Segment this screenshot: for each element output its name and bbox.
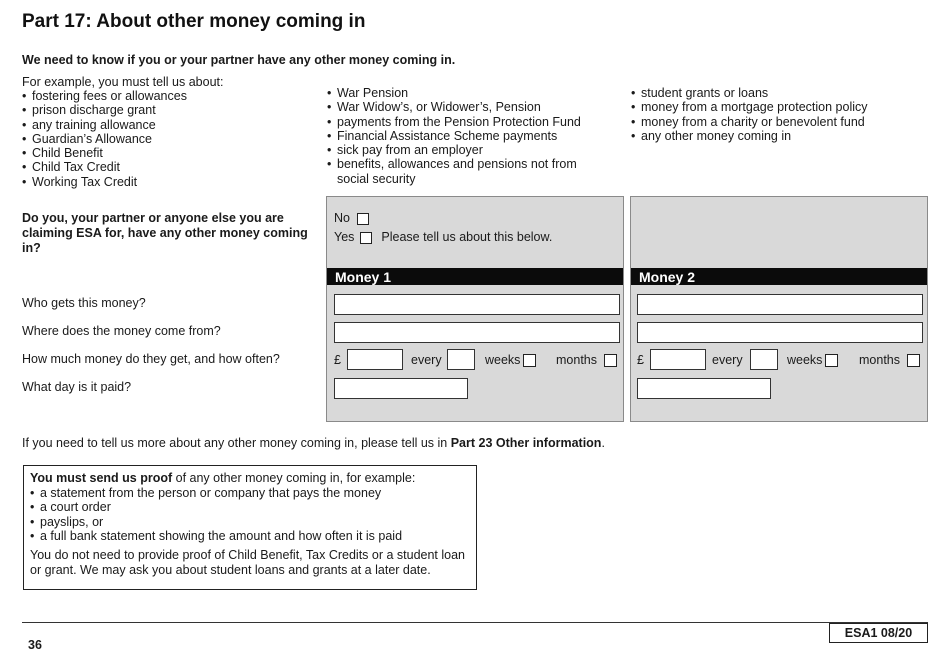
examples-list-2 (327, 86, 612, 186)
money-1-heading: Money 1 (327, 268, 623, 285)
list-item: • a court order (30, 500, 470, 514)
money-1-frequency-input[interactable] (447, 349, 475, 370)
list-item: • War Pension (327, 86, 612, 100)
money-1-panel (326, 196, 624, 422)
money-1-months-checkbox[interactable] (604, 354, 617, 367)
money-2-amount-input[interactable] (650, 349, 706, 370)
what-day-label: What day is it paid? (22, 380, 132, 394)
page-number: 36 (28, 638, 42, 652)
list-item: • sick pay from an employer (327, 143, 612, 157)
list-item: • a full bank statement showing the amount and how often it is paid (30, 529, 470, 543)
money-2-weeks-checkbox[interactable] (825, 354, 838, 367)
option-no: No (334, 211, 369, 225)
list-item: • fostering fees or allowances (22, 89, 187, 103)
page-title: Part 17: About other money coming in (22, 11, 366, 32)
part-23-reference: Part 23 Other information (450, 436, 602, 450)
yes-checkbox[interactable] (360, 232, 372, 244)
months-label: months (556, 353, 597, 367)
list-item: • money from a charity or benevolent fund (631, 115, 868, 129)
money-1-weeks-checkbox[interactable] (523, 354, 536, 367)
list-item: • any other money coming in (631, 129, 868, 143)
form-code: ESA1 08/20 (829, 623, 928, 643)
list-item: • a statement from the person or company that pays the money (30, 486, 470, 500)
list-item: • payments from the Pension Protection Fund (327, 115, 612, 129)
list-item: • prison discharge grant (22, 103, 187, 117)
question-label: Do you, your partner or anyone else you are claiming ESA for, have any other money coming in? (22, 211, 308, 255)
examples-list-1 (22, 89, 187, 189)
footer-divider (22, 622, 928, 623)
who-gets-label: Who gets this money? (22, 296, 146, 310)
money-2-day-input[interactable] (637, 378, 771, 399)
list-item: • War Widow’s, or Widower’s, Pension (327, 100, 612, 114)
money-1-amount-input[interactable] (347, 349, 403, 370)
proof-heading: You must send us proof of any other money coming in, for example: (30, 471, 416, 485)
intro-text: For example, you must tell us about: (22, 75, 224, 89)
list-item: • payslips, or (30, 515, 470, 529)
how-much-label: How much money do they get, and how often? (22, 352, 280, 366)
money-1-source-input[interactable] (334, 322, 620, 343)
money-2-who-input[interactable] (637, 294, 923, 315)
section-subtitle: We need to know if you or your partner have any other money coming in. (22, 53, 456, 67)
weeks-label: weeks (485, 353, 521, 367)
money-2-source-input[interactable] (637, 322, 923, 343)
proof-footer: You do not need to provide proof of Child Benefit, Tax Credits or a student loan or grant. We may ask you about student loans and grants at a later date. (30, 548, 466, 578)
list-item: • Child Benefit (22, 146, 187, 160)
list-item: • student grants or loans (631, 86, 868, 100)
weeks-label: weeks (787, 353, 823, 367)
money-1-day-input[interactable] (334, 378, 468, 399)
money-2-months-checkbox[interactable] (907, 354, 920, 367)
yes-note: Please tell us about this below. (381, 230, 553, 244)
every-label: every (411, 353, 442, 367)
list-item: • Guardian’s Allowance (22, 132, 187, 146)
list-item: • any training allowance (22, 118, 187, 132)
examples-list-3 (631, 86, 868, 143)
list-item: • benefits, allowances and pensions not from social security (327, 157, 612, 186)
more-info-note: If you need to tell us more about any other money coming in, please tell us in Part 23 Other information. (22, 436, 605, 450)
list-item: • Financial Assistance Scheme payments (327, 129, 612, 143)
money-1-who-input[interactable] (334, 294, 620, 315)
months-label: months (859, 353, 900, 367)
proof-box (23, 465, 477, 590)
currency-symbol: £ (334, 353, 341, 367)
option-yes: Yes Please tell us about this below. (334, 230, 553, 244)
money-2-heading: Money 2 (631, 268, 927, 285)
list-item: • money from a mortgage protection policy (631, 100, 868, 114)
proof-list (30, 486, 470, 543)
list-item: • Child Tax Credit (22, 160, 187, 174)
money-2-frequency-input[interactable] (750, 349, 778, 370)
no-checkbox[interactable] (357, 213, 369, 225)
money-2-panel (630, 196, 928, 422)
list-item: • Working Tax Credit (22, 175, 187, 189)
currency-symbol: £ (637, 353, 644, 367)
every-label: every (712, 353, 743, 367)
where-from-label: Where does the money come from? (22, 324, 221, 338)
